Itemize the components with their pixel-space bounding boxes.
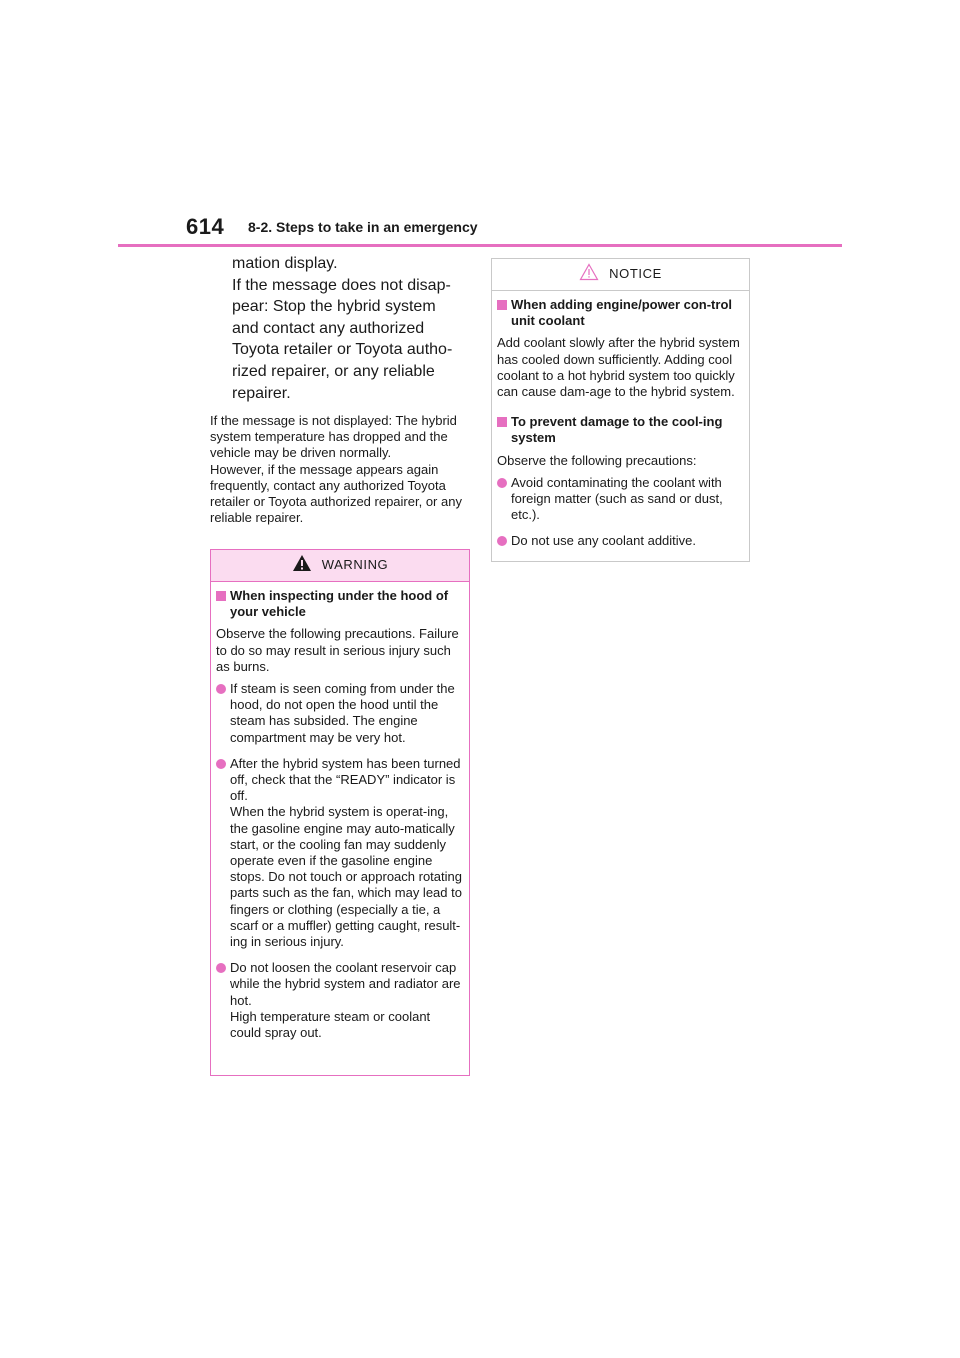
list-item-text: After the hybrid system has been turned off, check that the “READY” indicator is off. When the hybrid system is operat-ing, the gasoline engine may auto-matically start, or the cooling fan may suddenly operate even if the gasoline engine stops. Do not touch or approach rotating parts such as the fan, which may lead to fingers or clothing (especially a tie, a scarf or a muffler) getting caught, result-ing in serious injury. <box>230 755 462 950</box>
instruction-line: pear: Stop the hybrid system <box>232 298 436 316</box>
warning-header <box>211 550 469 582</box>
instruction-line: rized repairer, or any reliable <box>232 362 435 380</box>
list-item <box>216 681 463 746</box>
instruction-line: If the message does not disap- <box>232 276 451 294</box>
circle-bullet-icon <box>216 759 226 769</box>
instruction-line: repairer. <box>232 384 291 402</box>
notice-text: Observe the following precautions: <box>497 452 697 468</box>
notice-label: NOTICE <box>609 266 662 282</box>
square-bullet-icon <box>497 300 507 310</box>
warning-subhead-text: When inspecting under the hood of your vehicle <box>230 588 449 620</box>
notice-box <box>491 258 750 562</box>
warning-label: WARNING <box>321 557 389 573</box>
instruction-line: and contact any authorized <box>232 319 425 337</box>
list-item-text: Do not loosen the coolant reservoir cap while the hybrid system and radiator are hot. High temperature steam or coolant could spray out. <box>230 960 461 1041</box>
instruction-line: mation display. <box>232 255 338 272</box>
circle-bullet-icon <box>216 963 226 973</box>
notice-subhead <box>497 414 743 446</box>
warning-box <box>210 549 470 1076</box>
list-item <box>216 756 463 950</box>
continued-instructions <box>210 253 470 404</box>
header-divider <box>118 244 842 247</box>
list-item-text: Avoid contaminating the coolant with foreign matter (such as sand or dust, etc.). <box>511 474 723 523</box>
notice-triangle-icon <box>579 263 599 285</box>
square-bullet-icon <box>216 591 226 601</box>
circle-bullet-icon <box>497 478 507 488</box>
circle-bullet-icon <box>497 536 507 546</box>
list-item-text: If steam is seen coming from under the hood, do not open the hood until the steam has subsided. The engine compartment may be very hot. <box>230 681 455 745</box>
notice-subhead <box>497 297 743 329</box>
list-item-text: Do not use any coolant additive. <box>511 533 697 549</box>
list-item <box>497 475 743 524</box>
page-header <box>0 0 960 250</box>
warning-body <box>211 582 469 1041</box>
warning-subhead <box>216 588 463 620</box>
notice-text: Add coolant slowly after the hybrid system has cooled down sufficiently. Adding cool coolant to a hot hybrid system too quickly can cause dam-age to the hybrid system. <box>497 335 740 400</box>
warning-triangle-icon <box>292 554 312 576</box>
notice-subhead-text: When adding engine/power con-trol unit coolant <box>511 297 732 329</box>
message-not-displayed-text: If the message is not displayed: The hybrid system temperature has dropped and the vehicle may be driven normally. However, if the message appears again frequently, contact any authorized Toyota retailer or Toyota authorized repairer, or any reliable repairer. <box>210 413 462 526</box>
instruction-line: Toyota retailer or Toyota autho- <box>232 341 453 359</box>
page-number: 614 <box>186 214 225 239</box>
circle-bullet-icon <box>216 684 226 694</box>
list-item <box>497 533 743 549</box>
list-item <box>216 960 463 1041</box>
notice-header <box>492 259 749 291</box>
notice-body <box>492 291 749 550</box>
notice-subhead-text: To prevent damage to the cool-ing system <box>511 414 723 446</box>
square-bullet-icon <box>497 417 507 427</box>
section-title: 8-2. Steps to take in an emergency <box>248 219 478 235</box>
warning-intro: Observe the following precautions. Failure to do so may result in serious injury such as burns. <box>216 626 459 674</box>
